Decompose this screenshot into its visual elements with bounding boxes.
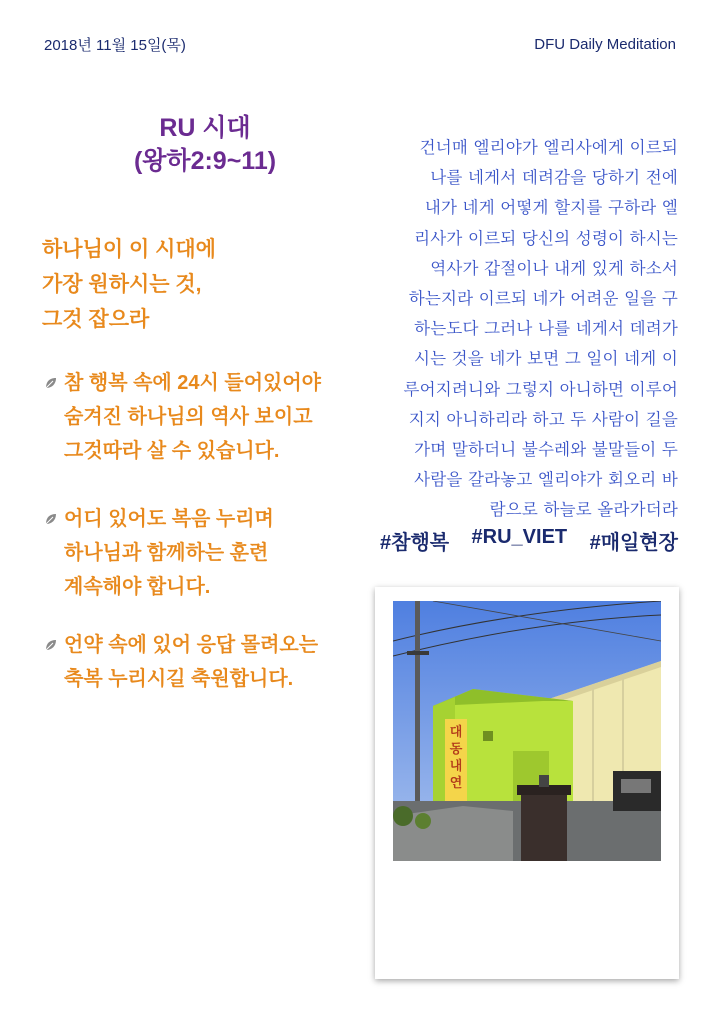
scripture-line: 지지 아니하리라 하고 두 사람이 길을 xyxy=(408,409,678,429)
hashtag[interactable]: #RU_VIET xyxy=(471,526,568,548)
bullet-point-1 xyxy=(44,366,354,468)
scripture-line: 람으로 하늘로 올라가더라 xyxy=(489,500,678,520)
scripture-line: 하는지라 이르되 네가 어려운 일을 구 xyxy=(408,289,678,309)
bullet-point-3 xyxy=(44,628,354,696)
hashtag[interactable]: #매일현장 xyxy=(589,532,678,554)
title-line-1: RU 시대 xyxy=(159,114,251,142)
intro-line: 그것 잡으라 xyxy=(42,308,150,331)
photo-frame xyxy=(375,587,679,979)
scripture-line: 하는도다 그러나 나를 네게서 데려가 xyxy=(414,319,678,339)
scripture-line: 사람을 갈라놓고 엘리야가 회오리 바 xyxy=(414,470,678,490)
meditation-title xyxy=(100,112,310,178)
bullet-point-2 xyxy=(44,502,354,604)
scripture-line: 루어지려니와 그렇지 아니하면 이루어 xyxy=(403,379,678,399)
date-label: 2018년 11월 15일(목) xyxy=(44,37,186,54)
scripture-line: 리사가 이르되 당신의 성령이 하시는 xyxy=(414,228,678,248)
bullet-text: 언약 속에 있어 응답 몰려오는 축복 누리시길 축원합니다. xyxy=(64,634,319,690)
scripture-line: 역사가 갑절이나 내게 있게 하소서 xyxy=(430,258,678,278)
leaf-icon xyxy=(44,512,58,526)
scripture-line: 건너매 엘리야가 엘리사에게 이르되 xyxy=(419,138,678,157)
scripture-line: 가며 말하더니 불수레와 불말들이 두 xyxy=(414,440,678,460)
intro-line: 하나님이 이 시대에 xyxy=(42,238,216,261)
intro-line: 가장 원하시는 것, xyxy=(42,273,202,296)
scripture-line: 나를 네게서 데려감을 당하기 전에 xyxy=(430,168,678,188)
building-photo xyxy=(393,601,661,861)
title-line-2: (왕하2:9~11) xyxy=(133,147,277,175)
sign-char: 대 동 내 연 xyxy=(449,725,463,791)
hashtag[interactable]: #참행복 xyxy=(380,532,450,554)
leaf-icon xyxy=(44,376,58,390)
scripture-passage xyxy=(372,133,678,526)
leaf-icon xyxy=(44,638,58,652)
hashtag-row xyxy=(380,526,678,555)
page-brand-title: DFU Daily Meditation xyxy=(534,36,676,53)
bullet-text: 참 행복 속에 24시 들어있어야 숨겨진 하나님의 역사 보이고 그것따라 살 수 있습니다. xyxy=(64,372,321,462)
bullet-text: 어디 있어도 복음 누리며 하나님과 함께하는 훈련 계속해야 합니다. xyxy=(64,508,274,598)
scripture-line: 시는 것을 네가 보면 그 일이 네게 이 xyxy=(413,349,678,369)
intro-text xyxy=(42,232,216,337)
scripture-line: 내가 네게 어떻게 할지를 구하라 엘 xyxy=(424,198,678,218)
